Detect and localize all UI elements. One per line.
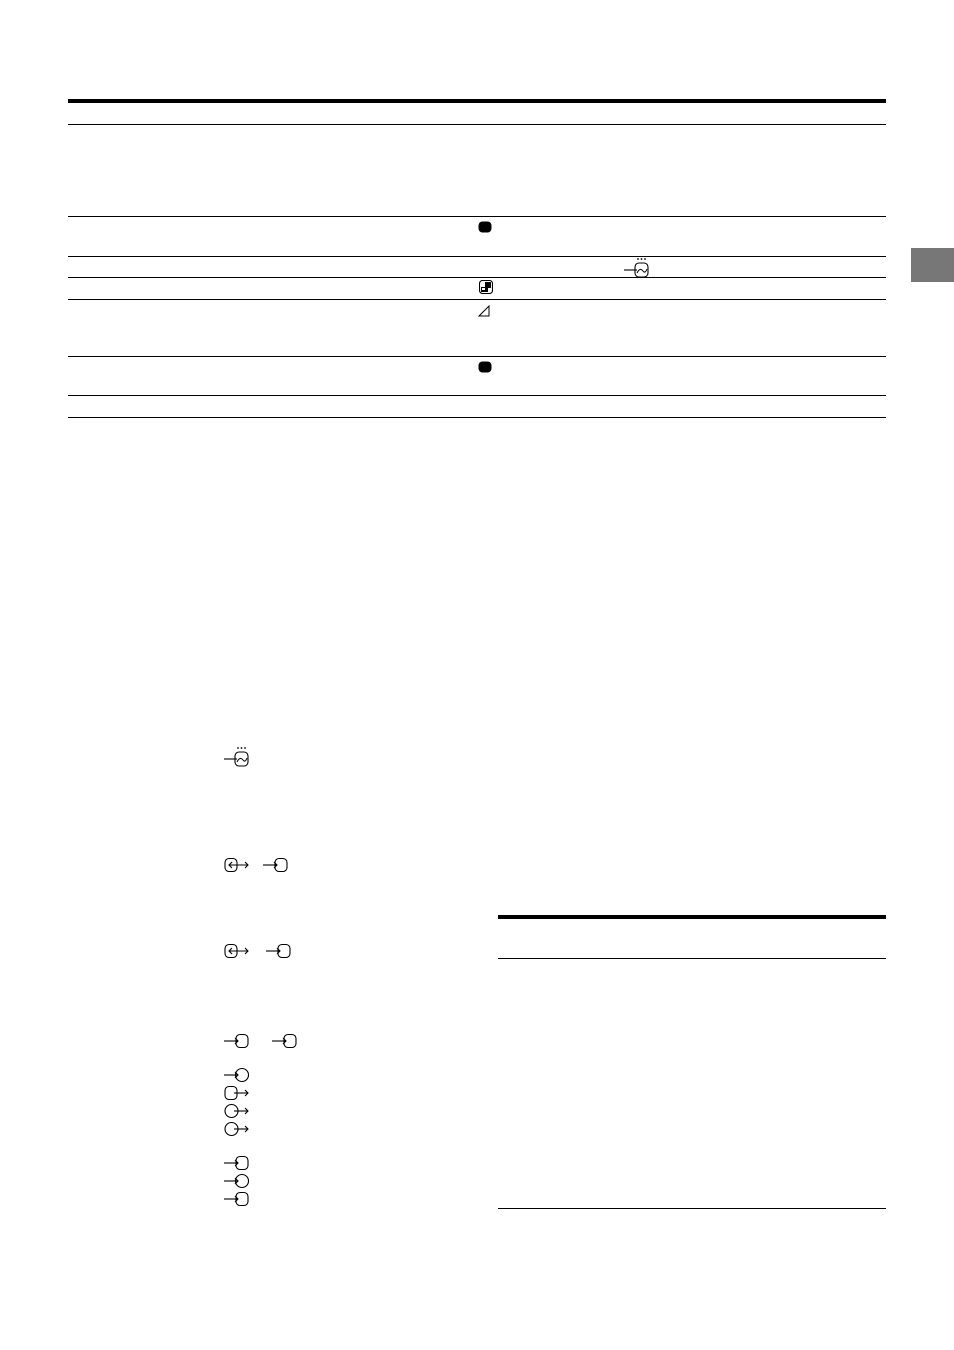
table-row-divider (498, 958, 886, 959)
table-bottom-rule (498, 1208, 886, 1209)
av-input-icon (263, 856, 289, 874)
av-input-icon (272, 1032, 298, 1050)
av-in-out-icon (224, 942, 250, 960)
monitor-out-icon (224, 1102, 250, 1120)
thumb-tab (911, 248, 954, 282)
table-header-rule (498, 915, 886, 919)
av-in-out-icon (224, 856, 250, 874)
filled-rounded-square-icon (478, 361, 492, 373)
table-row-divider (68, 124, 886, 125)
picture-in-picture-icon (479, 280, 493, 294)
av-input-icon (224, 1154, 250, 1172)
table-row-divider (68, 356, 886, 357)
table-row-divider (68, 277, 886, 278)
table-header-rule (68, 99, 886, 103)
volume-triangle-icon (478, 305, 490, 317)
tv-antenna-input-icon (624, 257, 650, 279)
av-input-icon (224, 1190, 250, 1208)
av-input-icon (224, 1032, 250, 1050)
table-row-divider (68, 216, 886, 217)
table-row-divider (68, 256, 886, 257)
av-output-icon (224, 1084, 250, 1102)
table-bottom-rule (68, 417, 886, 418)
filled-rounded-square-icon (478, 221, 492, 233)
table-row-divider (68, 395, 886, 396)
table-row-divider (68, 299, 886, 300)
video-in-icon (224, 1066, 250, 1084)
antenna-input-icon (224, 746, 250, 768)
av-input-icon (266, 942, 292, 960)
video-in-icon (224, 1172, 250, 1190)
monitor-out-icon (224, 1120, 250, 1138)
